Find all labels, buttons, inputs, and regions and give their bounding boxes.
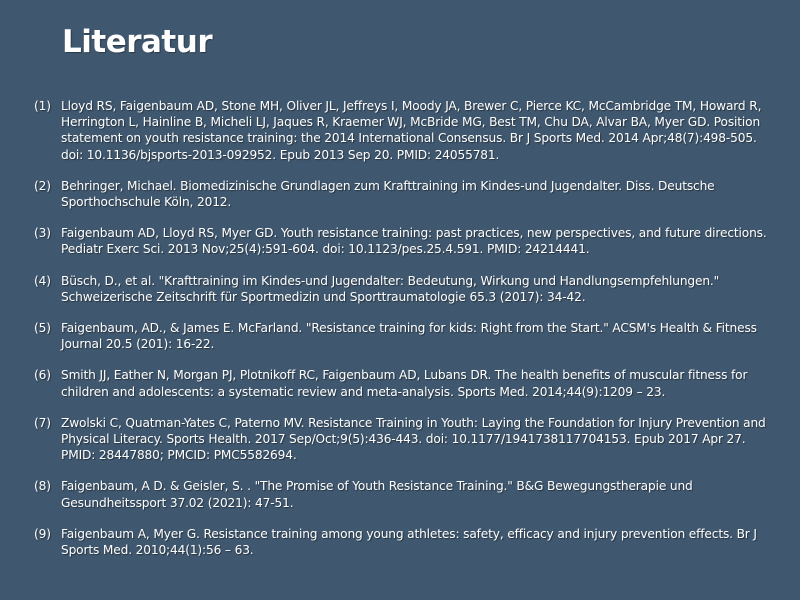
reference-number: (8) — [34, 479, 51, 494]
reference-item — [34, 478, 774, 510]
reference-text: Smith JJ, Eather N, Morgan PJ, Plotnikoff RC, Faigenbaum AD, Lubans DR. The health benefits of muscular fitness for children and adolescents: a systematic review and meta-analysis. Sports Med. 2014;44(9):1209 – 23. — [61, 368, 748, 399]
reference-item — [34, 273, 774, 305]
reference-text: Zwolski C, Quatman-Yates C, Paterno MV. Resistance Training in Youth: Laying the Foundation for Injury Prevention and Physical Literacy. Sports Health. 2017 Sep/Oct;9(5):436-443. doi: 10.1177/1941738117704153. Epub 2017 Apr 27. PMID: 28447880; PMCID: PMC5582694. — [61, 415, 766, 463]
reference-item — [34, 320, 774, 352]
reference-item — [34, 526, 774, 558]
reference-number: (3) — [34, 226, 51, 241]
reference-item — [34, 367, 774, 399]
reference-text: Faigenbaum AD, Lloyd RS, Myer GD. Youth resistance training: past practices, new perspectives, and future directions. Pediatr Exerc Sci. 2013 Nov;25(4):591-604. doi: 10.1123/pes.25.4.591. PMID: 24214441. — [61, 226, 767, 257]
reference-list — [34, 98, 774, 558]
reference-text: Behringer, Michael. Biomedizinische Grundlagen zum Krafttraining im Kindes-und Jugendalter. Diss. Deutsche Sporthochschule Köln, 2012. — [61, 178, 715, 210]
reference-number: (4) — [34, 273, 51, 288]
reference-item — [34, 225, 774, 257]
reference-text: Büsch, D., et al. "Krafttraining im Kindes-und Jugendalter: Bedeutung, Wirkung und Handlungsempfehlungen." Schweizerische Zeitschrift für Sportmedizin und Sporttraumatologie 65.3 (2017): 34-42. — [61, 273, 720, 304]
reference-text: Lloyd RS, Faigenbaum AD, Stone MH, Oliver JL, Jeffreys I, Moody JA, Brewer C, Pierce KC, McCambridge TM, Howard R, Herrington L, Hainline B, Micheli LJ, Jaques R, Kraemer WJ, McBride MG, Best TM, Chu DA, Alvar BA, Myer GD. Position statement on youth resistance training: the 2014 International Consensus. Br J Sports Med. 2014 Apr;48(7):498-505. doi: 10.1136/bjsports-2013-092952. Epub 2013 Sep 20. PMID: 24055781. — [61, 99, 762, 162]
reference-text: Faigenbaum A, Myer G. Resistance training among young athletes: safety, efficacy and injury prevention effects. Br J Sports Med. 2010;44(1):56 – 63. — [61, 526, 757, 558]
reference-text: Faigenbaum, A D. & Geisler, S. . "The Promise of Youth Resistance Training." B&G Bewegungstherapie und Gesundheitssport 37.02 (2021): 47-51. — [61, 479, 693, 510]
slide-title: Literatur — [62, 24, 213, 60]
reference-item — [34, 98, 774, 163]
reference-item — [34, 178, 774, 210]
reference-text: Faigenbaum, AD., & James E. McFarland. "Resistance training for kids: Right from the Start." ACSM's Health & Fitness Journal 20.5 (201): 16-22. — [61, 321, 757, 352]
reference-number: (1) — [34, 99, 51, 113]
reference-number: (9) — [34, 526, 51, 541]
reference-number: (5) — [34, 321, 51, 336]
reference-number: (2) — [34, 178, 51, 193]
reference-number: (7) — [34, 415, 51, 430]
reference-item — [34, 415, 774, 464]
reference-number: (6) — [34, 368, 51, 383]
